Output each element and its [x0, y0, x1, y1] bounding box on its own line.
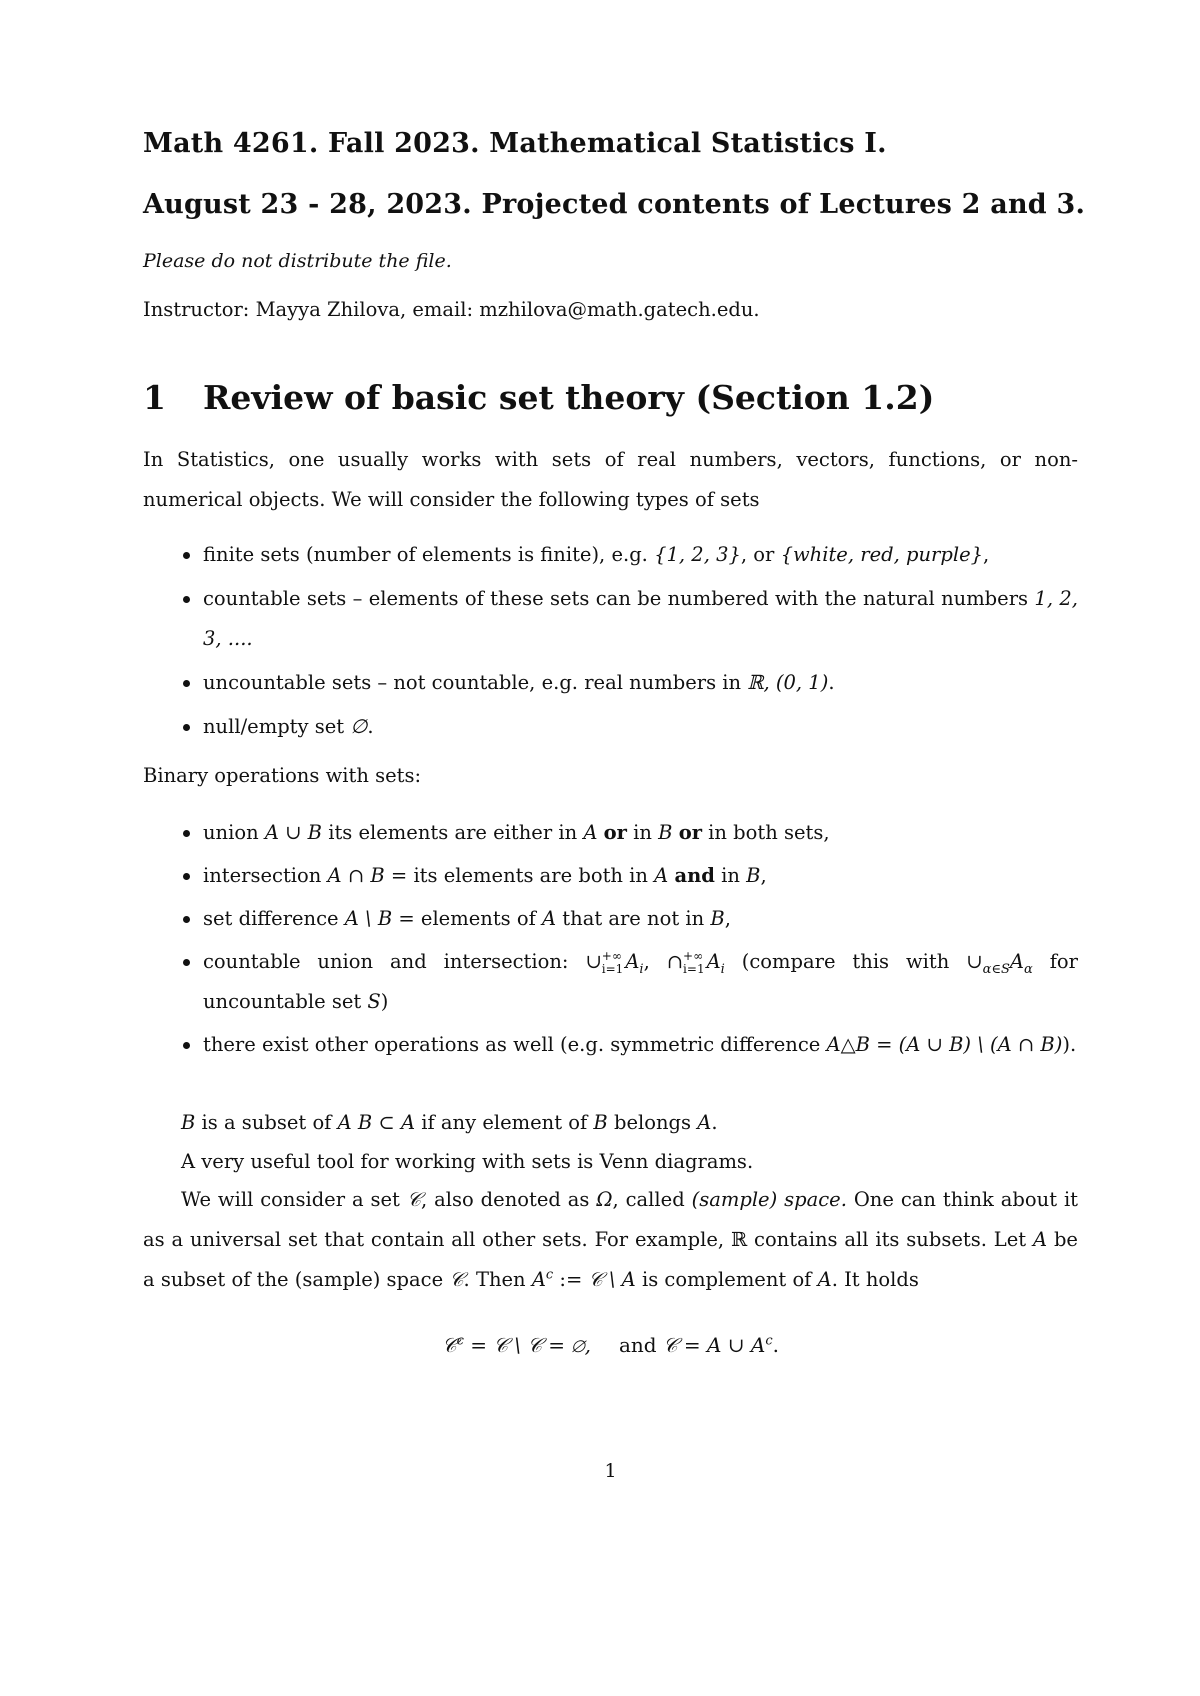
bullet-icon — [183, 1042, 190, 1049]
page-number: 1 — [604, 1460, 617, 1482]
set-types-list — [143, 535, 1078, 747]
distribution-notice: Please do not distribute the file. — [143, 250, 452, 272]
bullet-icon — [183, 959, 190, 966]
sample-space-paragraph: We will consider a set 𝒞, also denoted as Ω, called (sample) space. One can think about it as a universal set that contain all other sets. For example, ℝ contains all its subsets. Let A be a subset of the (sample) space 𝒞. Then $A^c$ := 𝒞 \ A is complement of A. It holds — [143, 1188, 1079, 1291]
operations-list — [143, 813, 1078, 1065]
bullet-icon — [183, 596, 190, 603]
list-item: uncountable sets – not countable, e.g. real numbers in ℝ, (0, 1). — [143, 663, 1078, 703]
section-heading — [143, 378, 934, 417]
lecture-title: August 23 - 28, 2023. Projected contents of Lectures 2 and 3. — [143, 189, 1086, 220]
venn-line: A very useful tool for working with sets is Venn diagrams. — [181, 1150, 754, 1173]
list-item: there exist other operations as well (e.g. symmetric difference A△B = (A ∪ B) \ (A ∩ B)). — [143, 1025, 1078, 1065]
list-item: countable union and intersection: ∪ +∞ i=1 $A_i$, ∩ +∞ i=1 $A_i$ (compare this with $\cup_{\alpha\in S}A_\alpha$ for uncountable set S) — [143, 942, 1078, 1022]
bullet-icon — [183, 916, 190, 923]
bullet-icon — [183, 830, 190, 837]
subset-line: B is a subset of A B ⊂ A if any element of B belongs A. — [181, 1111, 718, 1134]
list-item: intersection A ∩ B = its elements are both in A and in B, — [143, 856, 1078, 896]
bullet-icon — [183, 680, 190, 687]
display-equation: 𝒞$^c$ = 𝒞 \ 𝒞 = ∅, and 𝒞 = A ∪ $A^c$. — [441, 1333, 780, 1357]
list-item: union A ∪ B its elements are either in A or in B or in both sets, — [143, 813, 1078, 853]
course-title: Math 4261. Fall 2023. Mathematical Statistics I. — [143, 128, 887, 159]
section-number: 1 — [143, 378, 166, 417]
instructor-line: Instructor: Mayya Zhilova, email: mzhilova@math.gatech.edu. — [143, 298, 760, 321]
bullet-icon — [183, 552, 190, 559]
intro-paragraph: In Statistics, one usually works with sets of real numbers, vectors, functions, or non-numerical objects. We will consider the following types of sets — [143, 448, 1078, 511]
bullet-icon — [183, 873, 190, 880]
section-title: Review of basic set theory (Section 1.2) — [203, 378, 935, 417]
operations-heading: Binary operations with sets: — [143, 764, 422, 787]
document-page — [143, 0, 1086, 1696]
list-item: set difference A \ B = elements of A that are not in B, — [143, 899, 1078, 939]
bullet-icon — [183, 724, 190, 731]
list-item: null/empty set ∅. — [143, 707, 1078, 747]
list-item: finite sets (number of elements is finite), e.g. {1, 2, 3}, or {white, red, purple}, — [143, 535, 1078, 575]
list-item: countable sets – elements of these sets can be numbered with the natural numbers 1, 2, 3, .... — [143, 579, 1078, 659]
